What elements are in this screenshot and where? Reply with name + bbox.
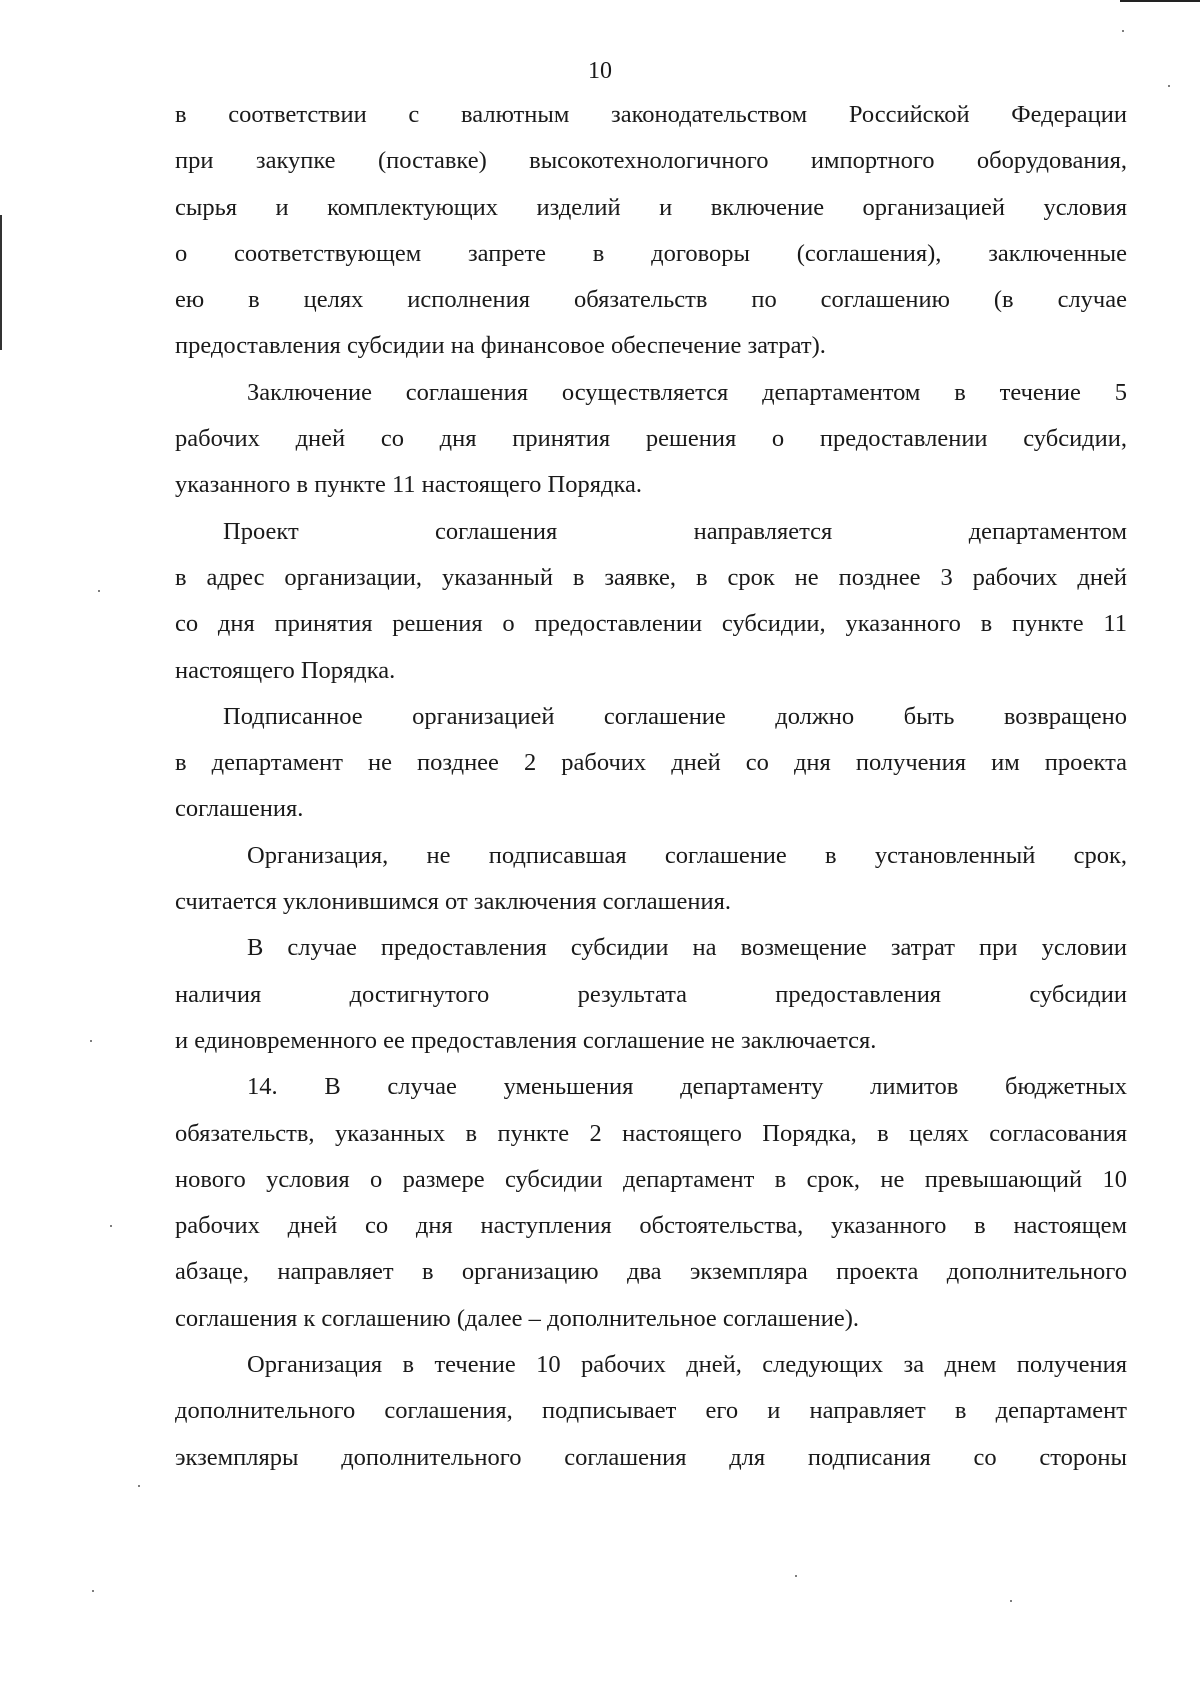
paragraph-agreement-conclusion	[175, 370, 1127, 509]
scan-speck	[138, 1485, 140, 1487]
text-line: рабочих дней со дня наступления обстоятельства, указанного в настоящем	[175, 1212, 1127, 1240]
text-line: В случае предоставления субсидии на возмещение затрат при условии	[247, 934, 1127, 962]
text-line: соглашения.	[175, 795, 304, 823]
text-line: абзаце, направляет в организацию два экземпляра проекта дополнительного	[175, 1258, 1127, 1286]
text-line: о соответствующем запрете в договоры (соглашения), заключенные	[175, 239, 1127, 267]
document-body	[175, 92, 1127, 1481]
text-line: 14. В случае уменьшения департаменту лимитов бюджетных	[247, 1073, 1127, 1101]
text-line: Заключение соглашения осуществляется департаментом в течение 5	[247, 378, 1127, 406]
scan-speck	[1010, 1600, 1012, 1602]
scan-speck	[90, 1040, 92, 1042]
scan-speck	[1168, 85, 1170, 87]
text-line: со дня принятия решения о предоставлении субсидии, указанного в пункте 11	[175, 610, 1127, 638]
text-line: Организация, не подписавшая соглашение в установленный срок,	[247, 841, 1127, 869]
text-line: соглашения к соглашению (далее – дополнительное соглашение).	[175, 1304, 860, 1332]
text-line: Организация в течение 10 рабочих дней, следующих за днем получения	[247, 1351, 1127, 1379]
text-line: Подписанное организацией соглашение должно быть возвращено	[223, 702, 1127, 730]
paragraph-signed-agreement	[175, 694, 1127, 833]
text-line: наличия достигнутого результата предоставления субсидии	[175, 980, 1127, 1008]
paragraph-evasion	[175, 833, 1127, 926]
scan-speck	[1122, 30, 1124, 32]
paragraph-draft-agreement	[175, 509, 1127, 694]
text-line: обязательств, указанных в пункте 2 настоящего Порядка, в целях согласования	[175, 1119, 1127, 1147]
text-line: и единовременного ее предоставления соглашение не заключается.	[175, 1026, 877, 1054]
paragraph-additional-agreement	[175, 1342, 1127, 1481]
text-line: считается уклонившимся от заключения соглашения.	[175, 888, 732, 916]
text-line: сырья и комплектующих изделий и включение организацией условия	[175, 193, 1127, 221]
text-line: нового условия о размере субсидии департамент в срок, не превышающий 10	[175, 1165, 1127, 1193]
text-line: дополнительного соглашения, подписывает его и направляет в департамент	[175, 1397, 1127, 1425]
text-line: в адрес организации, указанный в заявке, в срок не позднее 3 рабочих дней	[175, 563, 1127, 591]
text-line: в департамент не позднее 2 рабочих дней со дня получения им проекта	[175, 749, 1127, 777]
text-line: предоставления субсидии на финансовое обеспечение затрат).	[175, 332, 826, 360]
paragraph-reimbursement-case	[175, 925, 1127, 1064]
paragraph-item-14	[175, 1064, 1127, 1342]
text-line: в соответствии с валютным законодательством Российской Федерации	[175, 101, 1127, 128]
text-line: Проект соглашения направляется департаментом	[223, 517, 1127, 545]
text-line: рабочих дней со дня принятия решения о предоставлении субсидии,	[175, 425, 1127, 453]
paragraph-currency-condition	[175, 92, 1127, 370]
text-line: ею в целях исполнения обязательств по соглашению (в случае	[175, 286, 1127, 314]
text-line: экземпляры дополнительного соглашения для подписания со стороны	[175, 1443, 1127, 1471]
text-line: указанного в пункте 11 настоящего Порядка.	[175, 471, 642, 499]
text-line: при закупке (поставке) высокотехнологичного импортного оборудования,	[175, 147, 1127, 175]
scan-speck	[110, 1225, 112, 1227]
scan-speck	[795, 1575, 797, 1577]
scan-edge-line	[0, 215, 2, 350]
scan-speck	[98, 590, 100, 592]
scan-speck	[92, 1590, 94, 1592]
scan-corner-line	[1120, 0, 1200, 2]
text-line: настоящего Порядка.	[175, 656, 396, 684]
page-number: 10	[588, 58, 612, 84]
